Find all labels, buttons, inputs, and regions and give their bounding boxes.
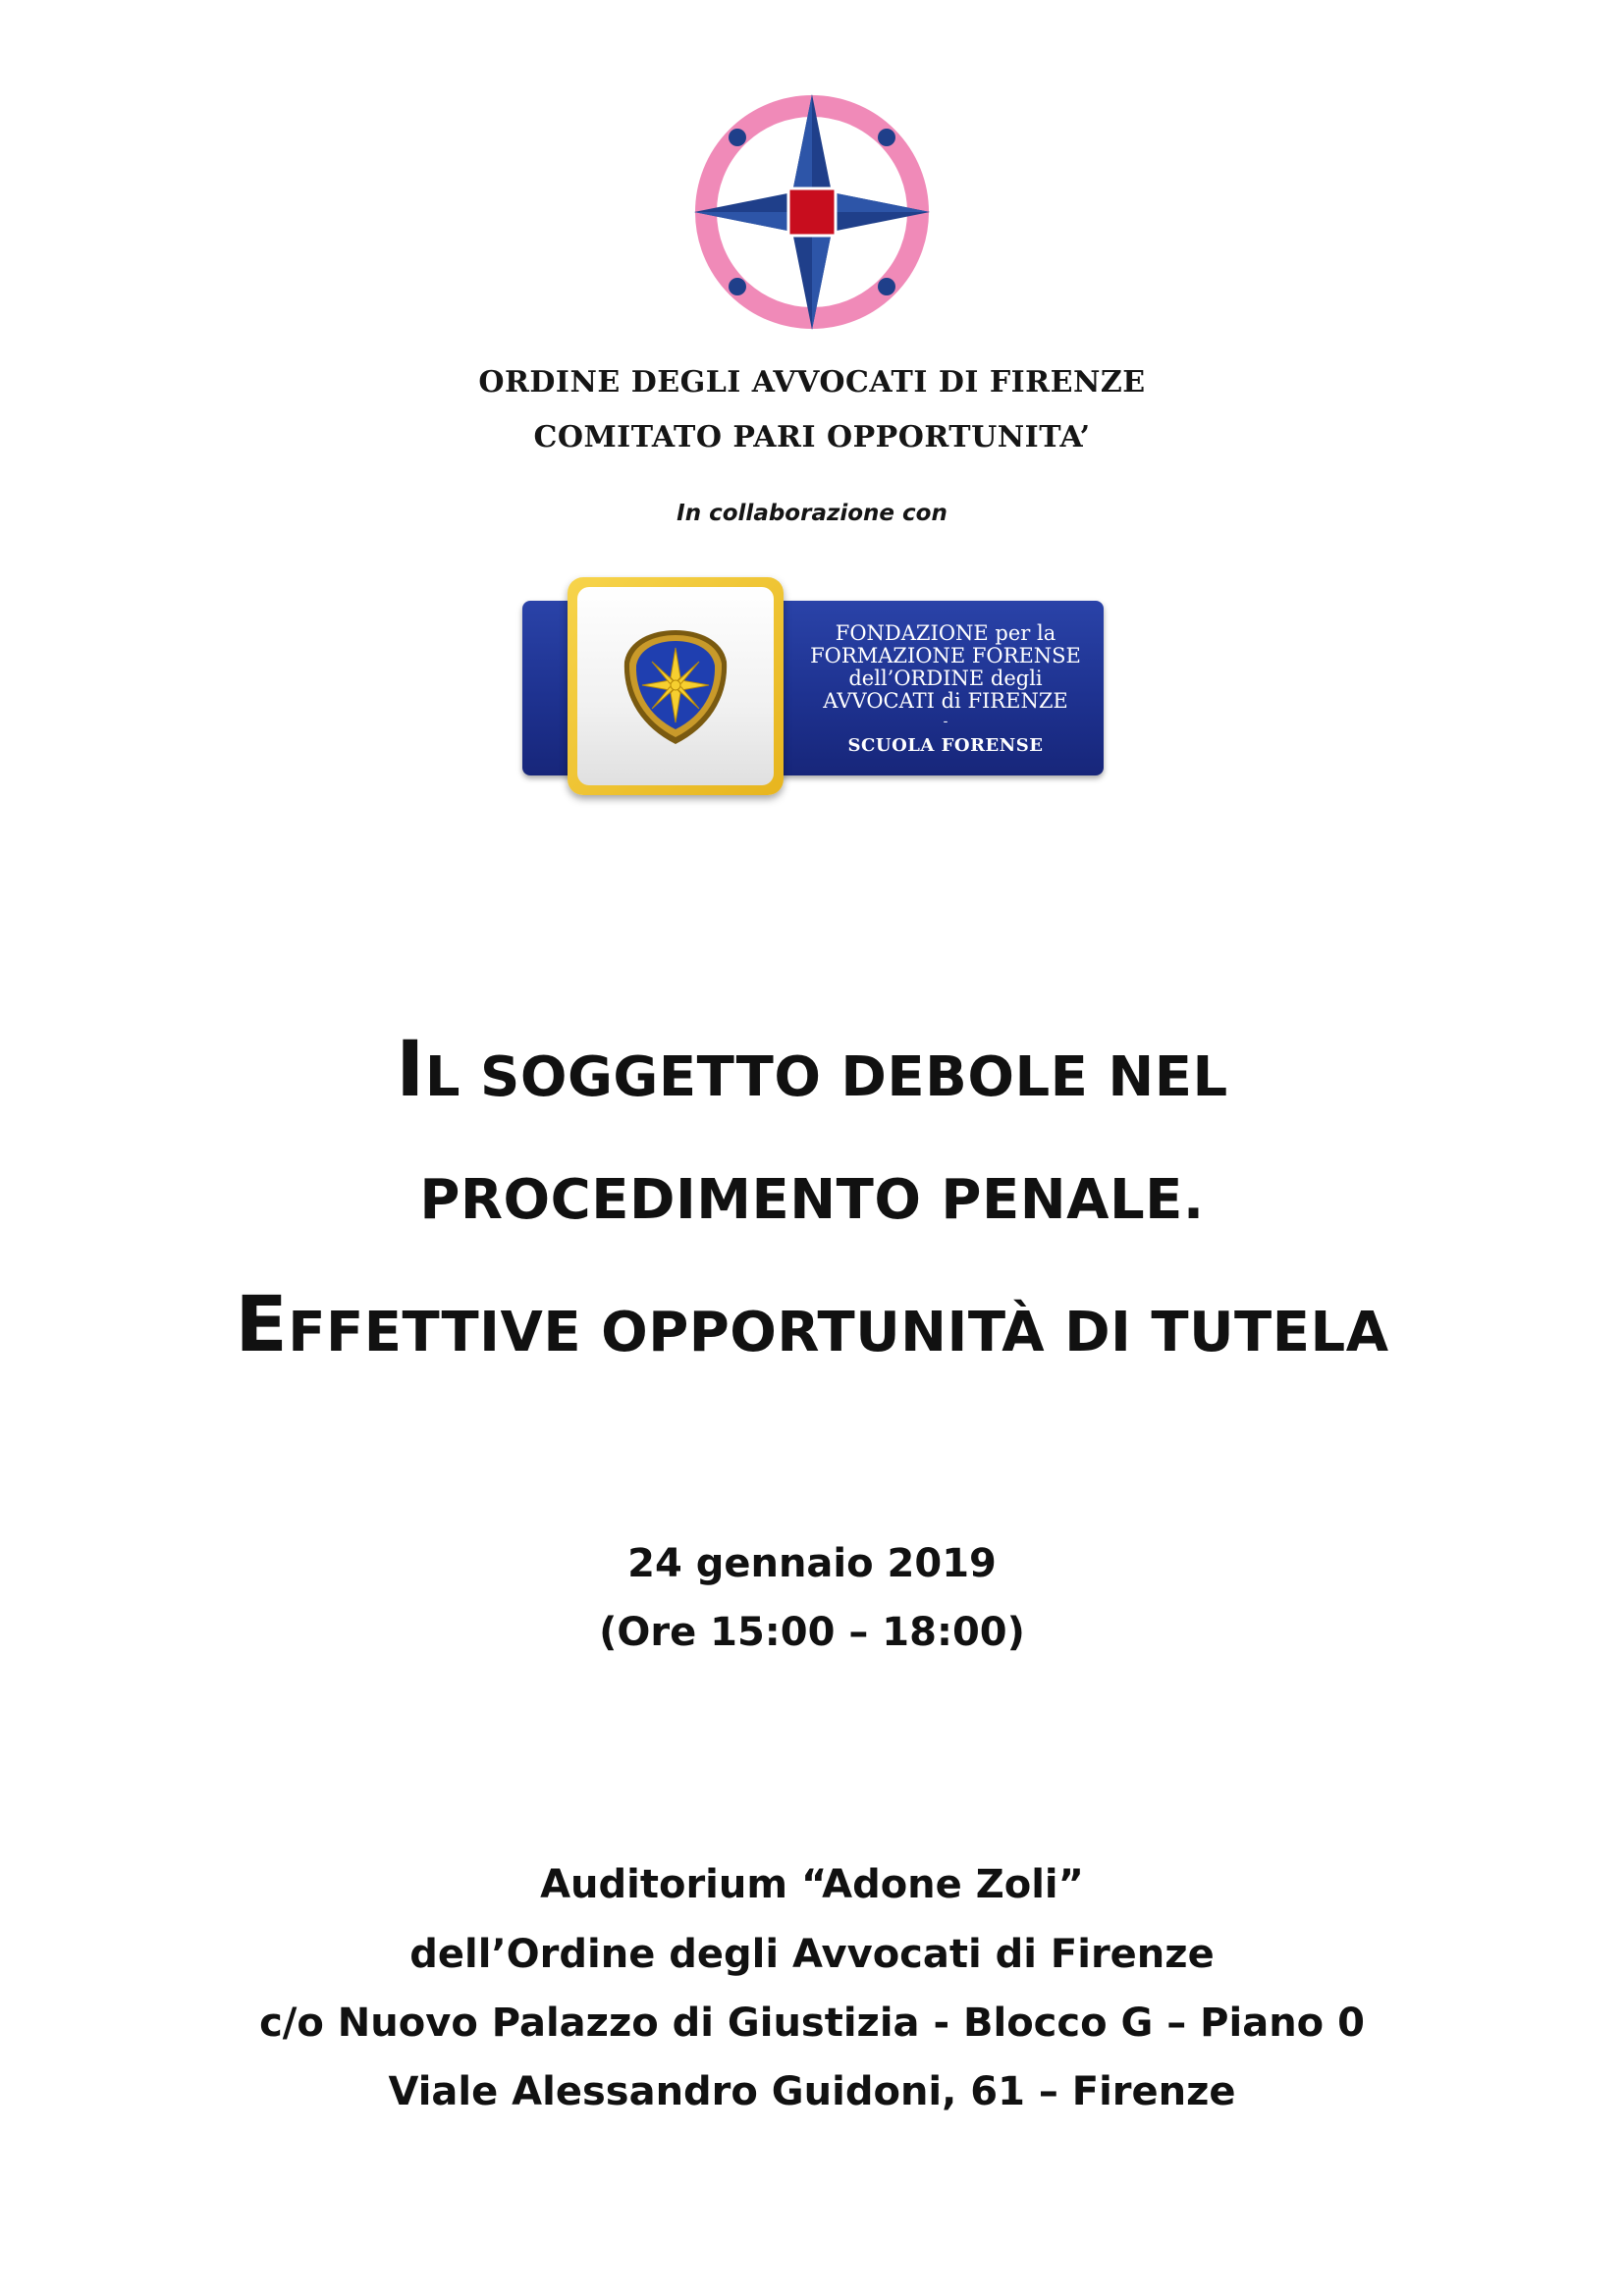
foundation-line: FONDAZIONE per la bbox=[835, 621, 1056, 645]
compass-logo-icon bbox=[694, 94, 930, 330]
org-name: ORDINE DEGLI AVVOCATI DI FIRENZE bbox=[478, 365, 1146, 400]
title-text: FFETTIVE OPPORTUNITÀ DI TUTELA bbox=[288, 1301, 1389, 1364]
badge-tile bbox=[568, 577, 784, 795]
venue-line-2: dell’Ordine degli Avvocati di Firenze bbox=[409, 1932, 1215, 1977]
school-name: SCUOLA FORENSE bbox=[847, 735, 1044, 756]
foundation-logo bbox=[518, 573, 1108, 799]
title-initial: I bbox=[396, 1026, 425, 1114]
event-date: 24 gennaio 2019 bbox=[627, 1541, 997, 1586]
title-line-2: PROCEDIMENTO PENALE. bbox=[419, 1168, 1205, 1232]
collaboration-label: In collaborazione con bbox=[677, 501, 947, 526]
committee-name: COMITATO PARI OPPORTUNITA’ bbox=[533, 420, 1091, 454]
star-shield-icon bbox=[621, 626, 731, 748]
foundation-line: FORMAZIONE FORENSE bbox=[810, 644, 1081, 667]
title-line-3 bbox=[0, 1281, 1624, 1369]
venue-line-4: Viale Alessandro Guidoni, 61 – Firenze bbox=[388, 2069, 1236, 2114]
venue-line-3: c/o Nuovo Palazzo di Giustizia - Blocco G – Piano 0 bbox=[259, 2001, 1365, 2046]
title-initial: E bbox=[235, 1281, 289, 1369]
title-text: L SOGGETTO DEBOLE NEL bbox=[424, 1045, 1228, 1109]
foundation-name bbox=[798, 622, 1093, 757]
event-time: (Ore 15:00 – 18:00) bbox=[599, 1610, 1025, 1655]
foundation-separator: - bbox=[943, 714, 948, 729]
venue-line-1: Auditorium “Adone Zoli” bbox=[540, 1862, 1084, 1907]
badge-tile-inner bbox=[577, 587, 774, 785]
title-line-1 bbox=[0, 1026, 1624, 1114]
foundation-line: dell’ORDINE degli bbox=[848, 667, 1043, 690]
foundation-line: AVVOCATI di FIRENZE bbox=[823, 689, 1068, 713]
